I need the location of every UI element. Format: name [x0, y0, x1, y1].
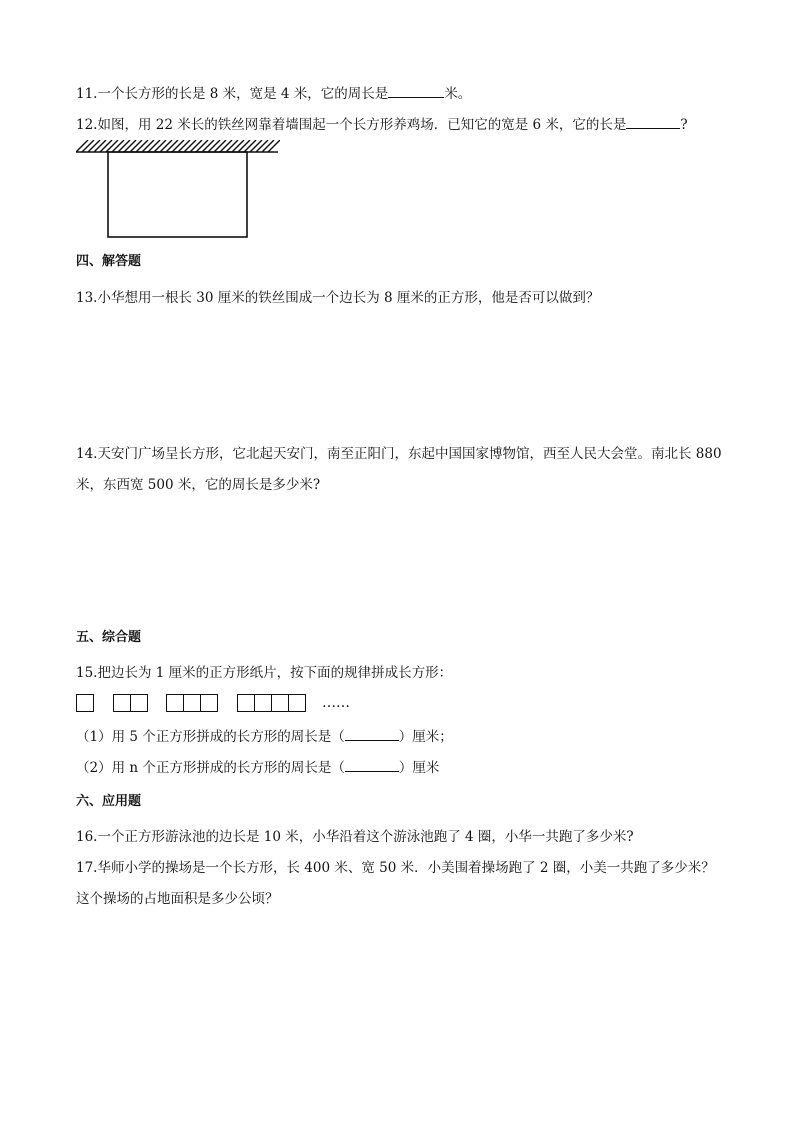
question-13: 13.小华想用一根长 30 厘米的铁丝围成一个边长为 8 厘米的正方形，他是否可以做到？ — [76, 290, 600, 306]
wall-hatching — [76, 140, 280, 152]
unit-square — [166, 694, 184, 712]
answer-blank-15-1[interactable] — [345, 727, 399, 741]
unit-square — [183, 694, 201, 712]
section-4-heading: 四、解答题 — [76, 254, 142, 269]
answer-blank-12[interactable] — [626, 115, 680, 129]
question-15-part-2-text: （2）用 n 个正方形拼成的长方形的周长是（ — [76, 760, 345, 776]
question-11-text: 11.一个长方形的长是 8 米，宽是 4 米，它的周长是 — [76, 86, 389, 102]
pattern-3-squares — [166, 694, 218, 712]
unit-square — [113, 694, 131, 712]
section-6-heading: 六、应用题 — [76, 794, 142, 809]
section-5-heading: 五、综合题 — [76, 630, 142, 645]
answer-blank-11[interactable] — [388, 84, 444, 98]
question-15-part-1-end: ）厘米； — [398, 729, 453, 745]
unit-square — [76, 694, 94, 712]
chicken-yard-rectangle — [108, 152, 247, 237]
pattern-2-squares — [113, 694, 148, 712]
question-16: 16.一个正方形游泳池的边长是 10 米，小华沿着这个游泳池跑了 4 圈，小华一共跑了多少米? — [76, 829, 634, 845]
question-15-part-1-text: （1）用 5 个正方形拼成的长方形的周长是（ — [76, 729, 345, 745]
unit-square — [130, 694, 148, 712]
question-11 — [76, 84, 471, 103]
question-11-unit: 米。 — [444, 86, 472, 102]
question-15-part-2-end: ）厘米 — [398, 760, 440, 776]
question-14-line-2: 米，东西宽 500 米，它的周长是多少米? — [76, 477, 321, 493]
question-17-line-1: 17.华师小学的操场是一个长方形，长 400 米、宽 50 米．小美围着操场跑了 2 圈，小美一共跑了多少米？ — [76, 860, 715, 876]
pattern-ellipsis: …… — [322, 695, 350, 711]
unit-square — [288, 694, 306, 712]
question-15-part-2 — [76, 758, 439, 777]
unit-square — [200, 694, 218, 712]
question-12-end: ? — [680, 117, 688, 133]
unit-square — [237, 694, 255, 712]
unit-square — [271, 694, 289, 712]
pattern-1-square — [76, 694, 94, 712]
unit-square — [254, 694, 272, 712]
question-15-part-1 — [76, 727, 453, 746]
answer-blank-15-2[interactable] — [345, 758, 399, 772]
wall-rectangle-figure — [76, 140, 280, 240]
question-15: 15.把边长为 1 厘米的正方形纸片，按下面的规律拼成长方形： — [76, 665, 453, 681]
question-14-line-1: 14.天安门广场呈长方形，它北起天安门，南至正阳门，东起中国国家博物馆，西至人民大会堂。南北长 880 — [76, 446, 722, 462]
question-12 — [76, 115, 688, 134]
question-12-text: 12.如图，用 22 米长的铁丝网靠着墙围起一个长方形养鸡场．已知它的宽是 6 米，它的长是 — [76, 117, 627, 133]
pattern-4-squares — [237, 694, 306, 712]
question-17-line-2: 这个操场的占地面积是多少公顷？ — [76, 891, 279, 907]
